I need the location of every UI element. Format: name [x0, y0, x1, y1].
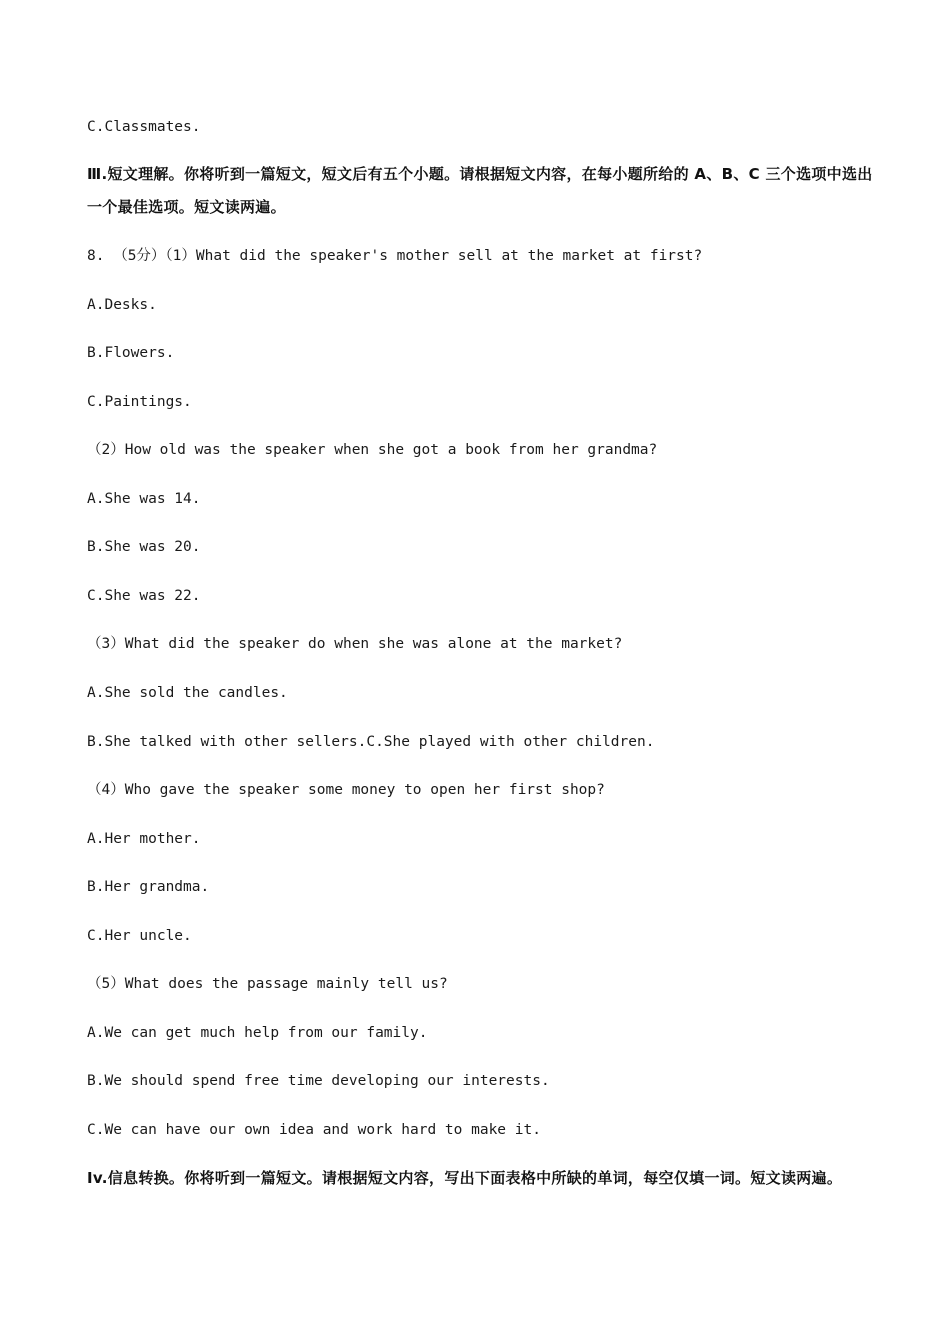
q3-stem: （3）What did the speaker do when she was alone at the market? [87, 636, 623, 652]
q4-stem: （4）Who gave the speaker some money to open her first shop? [87, 782, 605, 798]
q2-option-b: B.She was 20. [87, 539, 201, 555]
q2-stem: （2）How old was the speaker when she got a book from her grandma? [87, 442, 658, 458]
q2-option-a: A.She was 14. [87, 491, 201, 507]
q5-option-c: C.We can have our own idea and work hard to make it. [87, 1122, 541, 1138]
q1-option-c: C.Paintings. [87, 394, 192, 410]
section-4-heading: Iv.信息转换。你将听到一篇短文。请根据短文内容，写出下面表格中所缺的单词，每空仅填一词。短文读两遍。 [87, 1169, 843, 1187]
q5-option-b: B.We should spend free time developing our interests. [87, 1073, 550, 1089]
q1-option-a: A.Desks. [87, 297, 157, 313]
q5-option-a: A.We can get much help from our family. [87, 1025, 428, 1041]
question-8-intro: 8. （5分）（1）What did the speaker's mother sell at the market at first? [87, 248, 703, 264]
q1-option-b: B.Flowers. [87, 345, 175, 361]
section-3-heading: Ⅲ.短文理解。你将听到一篇短文，短文后有五个小题。请根据短文内容，在每小题所给的 A、B、C 三个选项中选出一个最佳选项。短文读两遍。 [87, 165, 873, 216]
q3-option-b-c: B.She talked with other sellers.C.She played with other children. [87, 734, 655, 750]
q4-option-a: A.Her mother. [87, 831, 201, 847]
q5-stem: （5）What does the passage mainly tell us? [87, 976, 448, 992]
q4-option-c: C.Her uncle. [87, 928, 192, 944]
q4-option-b: B.Her grandma. [87, 879, 210, 895]
option-c-classmates: C.Classmates. [87, 119, 201, 135]
q2-option-c: C.She was 22. [87, 588, 201, 604]
q3-option-a: A.She sold the candles. [87, 685, 288, 701]
